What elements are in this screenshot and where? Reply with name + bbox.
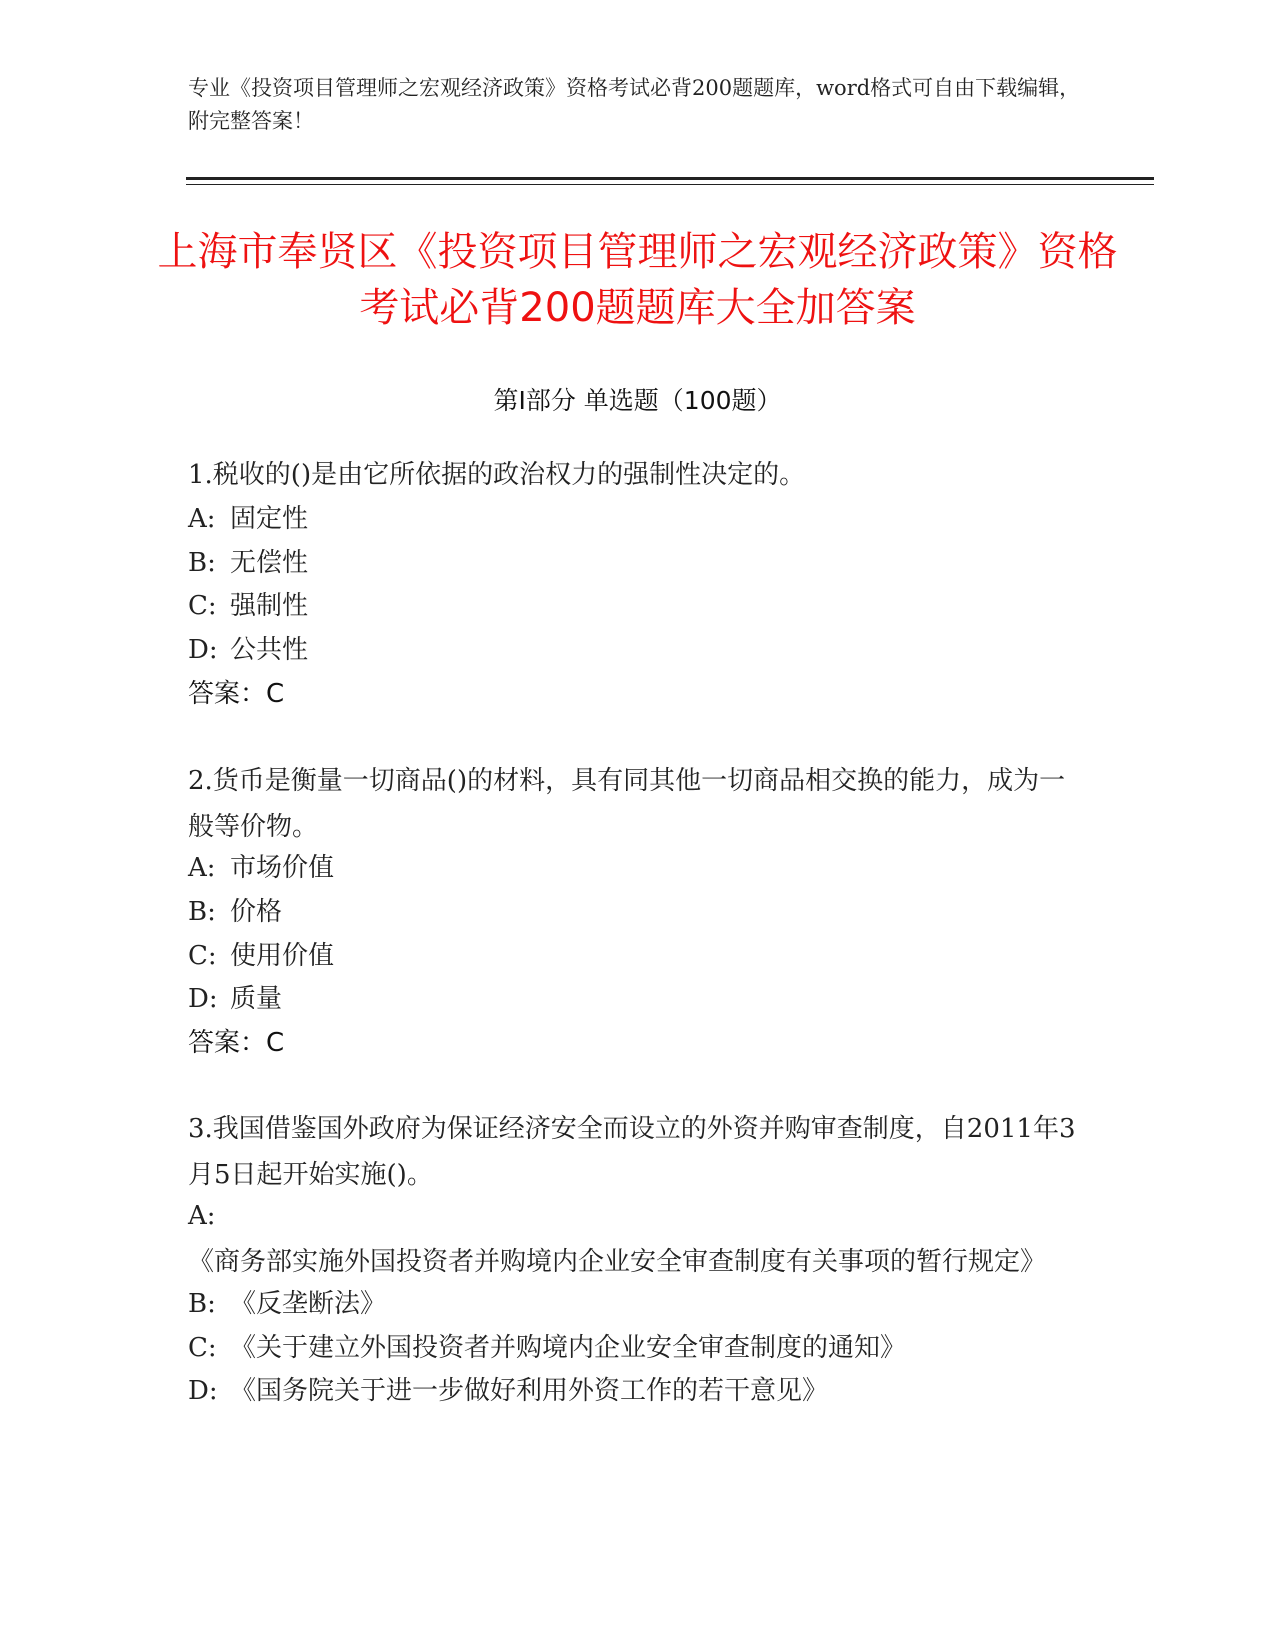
question-3-text: 3.我国借鉴国外政府为保证经济安全而设立的外资并购审查制度，自2011年3月5日起开始实施()。 bbox=[188, 1114, 1076, 1190]
section-heading: 第Ⅰ部分 单选题（100题） bbox=[493, 386, 782, 415]
option-label: A: bbox=[188, 1201, 216, 1231]
option-text: 质量 bbox=[230, 984, 283, 1014]
question-1-option-b bbox=[188, 540, 1078, 586]
question-1-option-c bbox=[188, 583, 1078, 629]
question-1-option-d bbox=[188, 627, 1078, 673]
question-3-option-d bbox=[188, 1368, 1078, 1414]
question-2-answer: 答案：C bbox=[188, 1028, 285, 1058]
option-text: 市场价值 bbox=[230, 853, 335, 883]
option-text: 《反垄断法》 bbox=[230, 1289, 387, 1319]
option-text: 《关于建立外国投资者并购境内企业安全审查制度的通知》 bbox=[230, 1333, 907, 1363]
question-1-text: 1.税收的()是由它所依据的政治权力的强制性决定的。 bbox=[188, 460, 806, 490]
question-2-option-a bbox=[188, 845, 1078, 891]
question-1-answer: 答案：C bbox=[188, 679, 285, 709]
option-label: B: bbox=[188, 548, 216, 578]
option-label: A: bbox=[188, 853, 216, 883]
option-label: C: bbox=[188, 591, 217, 621]
option-label: C: bbox=[188, 941, 217, 971]
option-text: 无偿性 bbox=[230, 548, 309, 578]
option-label: A: bbox=[188, 504, 216, 534]
question-1-option-a bbox=[188, 496, 1078, 542]
question-3-option-b bbox=[188, 1281, 1078, 1327]
option-text: 《国务院关于进一步做好利用外资工作的若干意见》 bbox=[230, 1376, 829, 1406]
option-text: 公共性 bbox=[230, 635, 309, 665]
question-3-option-c bbox=[188, 1325, 1078, 1371]
question-3-option-a bbox=[188, 1193, 1078, 1285]
header-rule-thin bbox=[186, 184, 1154, 185]
option-label: B: bbox=[188, 897, 216, 927]
header-note: 专业《投资项目管理师之宏观经济政策》资格考试必背200题题库，word格式可自由下载编辑，附完整答案！ bbox=[188, 76, 1081, 133]
option-text: 使用价值 bbox=[230, 941, 335, 971]
header-rule-thick bbox=[186, 177, 1154, 180]
option-label: D: bbox=[188, 1376, 218, 1406]
document-title: 上海市奉贤区《投资项目管理师之宏观经济政策》资格考试必背200题题库大全加答案 bbox=[157, 229, 1118, 331]
option-label: D: bbox=[188, 635, 218, 665]
option-text: 强制性 bbox=[230, 591, 309, 621]
option-text: 价格 bbox=[230, 897, 283, 927]
question-2-text: 2.货币是衡量一切商品()的材料，具有同其他一切商品相交换的能力，成为一般等价物。 bbox=[188, 766, 1066, 842]
option-text: 《商务部实施外国投资者并购境内企业安全审查制度有关事项的暂行规定》 bbox=[188, 1247, 1047, 1277]
question-2-option-d bbox=[188, 976, 1078, 1022]
question-2-option-c bbox=[188, 933, 1078, 979]
option-text: 固定性 bbox=[230, 504, 309, 534]
option-label: C: bbox=[188, 1333, 217, 1363]
question-2-option-b bbox=[188, 889, 1078, 935]
option-label: B: bbox=[188, 1289, 216, 1319]
option-label: D: bbox=[188, 984, 218, 1014]
